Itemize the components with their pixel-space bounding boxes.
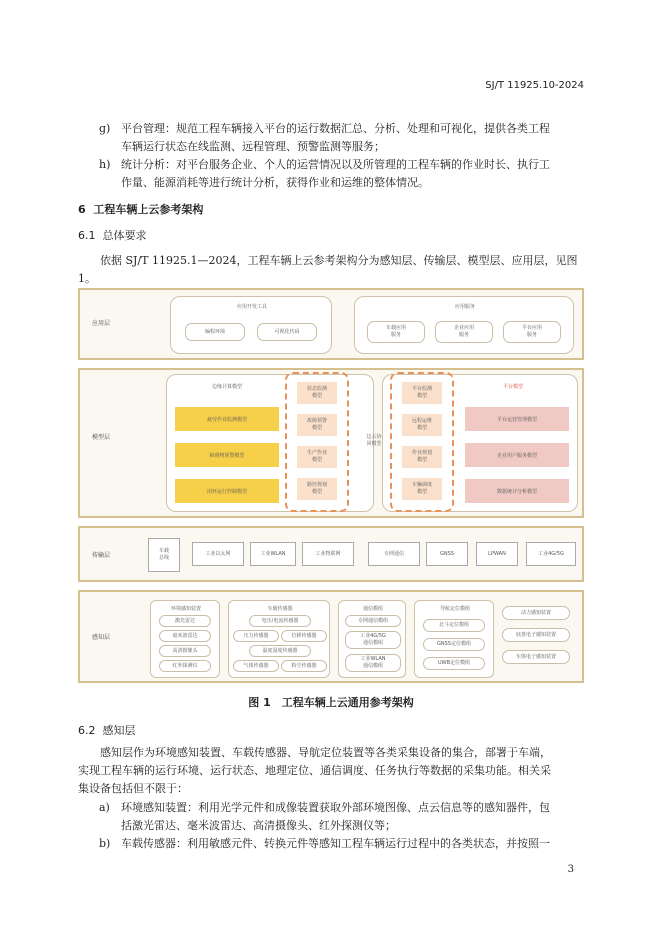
sense-item: 温度湿度传感器 — [249, 645, 311, 657]
section-title: 感知层 — [102, 724, 136, 737]
layer-name: 传输层 — [92, 552, 111, 559]
figure-caption: 图 1 工程车辆上云通用参考架构 — [248, 696, 414, 709]
list-label: a) — [99, 801, 110, 814]
other-sensing-device: 车体电子感知装置 — [502, 650, 570, 664]
group-title: 应用开发工具 — [236, 304, 267, 310]
layer-name: 应用层 — [92, 320, 111, 327]
trans-item: LPWAN — [476, 542, 518, 566]
edge-model-item: 疲劳作业监测模型 — [175, 407, 279, 431]
paragraph-line: 感知层作为环境感知装置、车载传感器、导航定位装置等各类采集设备的集合，部署于车端， — [100, 746, 551, 759]
sense-item: 粉尘传感器 — [281, 660, 327, 672]
trans-item: 工业WLAN — [250, 542, 296, 566]
platform-model-item: 数据统计分析模型 — [465, 479, 569, 503]
sense-item: 工业WLAN 通信模组 — [345, 654, 401, 672]
trans-item: 专网通信 — [368, 542, 420, 566]
sense-item: 压力传感器 — [233, 630, 279, 642]
section-heading-6 — [78, 201, 203, 217]
list-item-h — [99, 156, 589, 192]
tool-item: 可视化代码 — [257, 323, 317, 341]
platform-model-item: 企业用户服务模型 — [465, 443, 569, 467]
paragraph-6-2 — [78, 744, 590, 798]
edge-mid-model: 生产作业 模型 — [297, 446, 337, 468]
doc-header: SJ/T 11925.10-2024 — [485, 80, 584, 91]
service-item: 企业应用 服务 — [435, 321, 493, 343]
trans-item: 工业4G/5G — [526, 542, 576, 566]
trans-item: 车载 总线 — [148, 538, 180, 572]
app-services-group — [354, 296, 574, 354]
group-title: 通信模组 — [362, 606, 383, 612]
platform-mid-dashed-box — [390, 372, 454, 512]
sense-item: 电压/电流传感器 — [249, 615, 311, 627]
paragraph-line: 实现工程车辆的运行环境、运行状态、地理定位、通信调度、任务执行等数据的采集功能。相关采 — [78, 764, 551, 777]
list-text: 车辆运行状态在线监测、远程管理、预警监测等服务； — [121, 140, 385, 153]
edge-mid-dashed-box — [285, 372, 349, 512]
trans-item: 工业物联网 — [302, 542, 354, 566]
section-heading-6-2 — [78, 722, 136, 738]
service-item: 车载应用 服务 — [367, 321, 425, 343]
list-label: h) — [99, 158, 111, 171]
comm-module-group — [338, 600, 406, 678]
paragraph-line: 1。 — [78, 272, 96, 285]
trans-item: GNSS — [426, 542, 468, 566]
list-text: 环境感知装置：利用光学元件和成像装置获取外部环境图像、点云信息等的感知器件，包 — [121, 801, 550, 814]
edge-cloud-collab-model: 边云协 同模型 — [366, 434, 382, 447]
section-number: 6 — [78, 203, 86, 216]
list-item-b — [99, 835, 589, 853]
group-title: 导航定位模组 — [439, 606, 470, 612]
dev-tools-group — [170, 296, 332, 354]
list-text: 作量、能源消耗等进行统计分析，获得作业和运维的整体情况。 — [121, 176, 429, 189]
list-label: b) — [99, 837, 111, 850]
env-sensing-group — [150, 600, 220, 678]
application-layer — [78, 288, 584, 360]
section-number: 6.1 — [78, 229, 96, 242]
service-item: 平台应用 服务 — [503, 321, 561, 343]
sense-item: 专网通信模组 — [345, 615, 401, 627]
list-item-g — [99, 120, 589, 156]
layer-name: 感知层 — [92, 634, 111, 641]
model-layer — [78, 368, 584, 518]
transmission-layer — [78, 526, 584, 582]
sense-item: 红外探测仪 — [159, 660, 211, 672]
group-title: 平台模型 — [502, 384, 523, 390]
paragraph-line: 依据 SJ/T 11925.1—2024，工程车辆上云参考架构分为感知层、传输层、模型层、应用层，见图 — [100, 254, 578, 267]
architecture-figure — [78, 288, 584, 683]
platform-mid-model: 远程运维 模型 — [402, 414, 442, 436]
sense-item: 气体传感器 — [233, 660, 279, 672]
paragraph-line: 集设备包括但不限于： — [78, 782, 188, 795]
layer-name: 模型层 — [92, 434, 111, 441]
nav-module-group — [414, 600, 494, 678]
list-label: g) — [99, 122, 111, 135]
group-title: 环境感知装置 — [170, 606, 201, 612]
sense-item: 高清摄像头 — [159, 645, 211, 657]
section-title: 工程车辆上云参考架构 — [93, 203, 204, 216]
other-sensing-device: 底盘电子感知装置 — [502, 628, 570, 642]
edge-model-item: 闭环运行控制模型 — [175, 479, 279, 503]
platform-mid-model: 作业规划 模型 — [402, 446, 442, 468]
sense-item: 毫米波雷达 — [159, 630, 211, 642]
platform-mid-model: 车辆调度 模型 — [402, 478, 442, 500]
sense-item: 激光雷达 — [159, 615, 211, 627]
vehicle-sensor-group — [228, 600, 330, 678]
other-sensing-device: 动力感知装置 — [502, 606, 570, 620]
section-title: 总体要求 — [102, 229, 147, 242]
list-text: 车载传感器：利用敏感元件、转换元件等感知工程车辆运行过程中的各类状态，并按照一 — [121, 837, 550, 850]
group-title: 应用服务 — [454, 304, 475, 310]
list-text: 平台管理：规范工程车辆接入平台的运行数据汇总、分析、处理和可视化，提供各类工程 — [121, 122, 550, 135]
sense-item: UWB定位模组 — [423, 657, 485, 670]
group-title: 边缘计算模型 — [211, 384, 242, 390]
page-number: 3 — [567, 864, 574, 875]
trans-item: 工业以太网 — [192, 542, 244, 566]
platform-model-item: 平台运营管理模型 — [465, 407, 569, 431]
sense-item: 位移传感器 — [281, 630, 327, 642]
paragraph-6-1 — [78, 252, 590, 288]
tool-item: 编程环境 — [185, 323, 245, 341]
section-number: 6.2 — [78, 724, 96, 737]
sense-item: GNSS定位模组 — [423, 638, 485, 651]
edge-mid-model: 故障预警 模型 — [297, 414, 337, 436]
edge-mid-model: 路径规划 模型 — [297, 478, 337, 500]
edge-model-item: 障碍物预警模型 — [175, 443, 279, 467]
section-heading-6-1 — [78, 227, 147, 243]
group-title: 车载传感器 — [267, 606, 293, 612]
sensing-layer — [78, 590, 584, 683]
sense-item: 工业4G/5G 通信模组 — [345, 631, 401, 649]
sense-item: 北斗定位模组 — [423, 619, 485, 632]
list-text: 括激光雷达、毫米波雷达、高清摄像头、红外探测仪等； — [121, 819, 396, 832]
list-text: 统计分析：对平台服务企业、个人的运营情况以及所管理的工程车辆的作业时长、执行工 — [121, 158, 550, 171]
platform-mid-model: 平台监测 模型 — [402, 382, 442, 404]
list-item-a — [99, 799, 589, 835]
edge-mid-model: 状态监测 模型 — [297, 382, 337, 404]
